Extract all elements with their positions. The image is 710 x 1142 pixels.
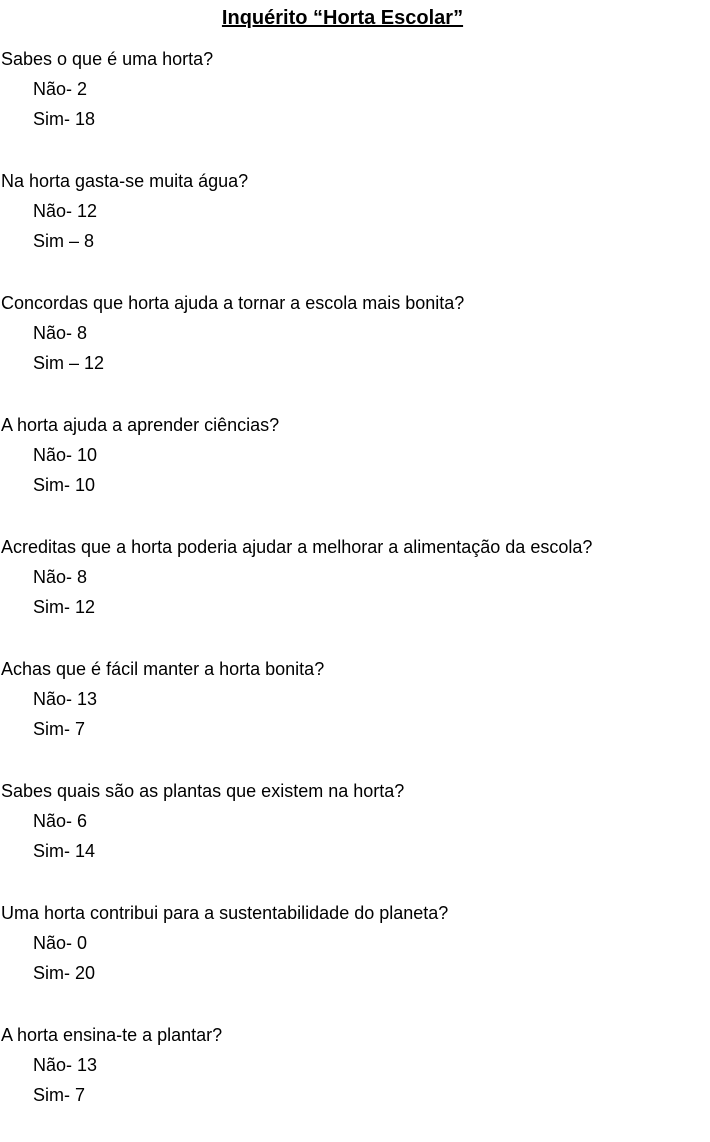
question-block — [0, 898, 700, 1020]
questions-list — [0, 44, 700, 1142]
question-block — [0, 288, 700, 410]
answer-no: Não- 0 — [33, 933, 88, 953]
question-text: Concordas que horta ajuda a tornar a escola mais bonita? — [1, 293, 465, 313]
answer-no: Não- 6 — [33, 811, 88, 831]
question-block — [0, 166, 700, 288]
answer-yes: Sim- 14 — [33, 841, 96, 861]
question-text: Sabes quais são as plantas que existem na horta? — [1, 781, 405, 801]
answer-yes: Sim- 12 — [33, 597, 96, 617]
question-block — [0, 410, 700, 532]
question-text: A horta ajuda a aprender ciências? — [1, 415, 280, 435]
question-block — [0, 1020, 700, 1142]
question-block — [0, 654, 700, 776]
answer-yes: Sim- 20 — [33, 963, 96, 983]
question-text: Uma horta contribui para a sustentabilidade do planeta? — [1, 903, 449, 923]
answer-no: Não- 10 — [33, 445, 98, 465]
answer-yes: Sim- 7 — [33, 1085, 86, 1105]
question-text: Acreditas que a horta poderia ajudar a melhorar a alimentação da escola? — [1, 537, 593, 557]
question-block — [0, 776, 700, 898]
question-block — [0, 532, 700, 654]
answer-yes: Sim – 12 — [33, 353, 105, 373]
answer-no: Não- 13 — [33, 1055, 98, 1075]
answer-yes: Sim- 10 — [33, 475, 96, 495]
question-block — [0, 44, 700, 166]
question-text: Na horta gasta-se muita água? — [1, 171, 249, 191]
document-title: Inquérito “Horta Escolar” — [221, 7, 464, 29]
answer-no: Não- 13 — [33, 689, 98, 709]
answer-no: Não- 12 — [33, 201, 98, 221]
answer-no: Não- 2 — [33, 79, 88, 99]
question-text: Achas que é fácil manter a horta bonita? — [1, 659, 325, 679]
answer-no: Não- 8 — [33, 567, 88, 587]
answer-yes: Sim – 8 — [33, 231, 95, 251]
answer-yes: Sim- 18 — [33, 109, 96, 129]
question-text: A horta ensina-te a plantar? — [1, 1025, 223, 1045]
question-text: Sabes o que é uma horta? — [1, 49, 214, 69]
answer-no: Não- 8 — [33, 323, 88, 343]
answer-yes: Sim- 7 — [33, 719, 86, 739]
